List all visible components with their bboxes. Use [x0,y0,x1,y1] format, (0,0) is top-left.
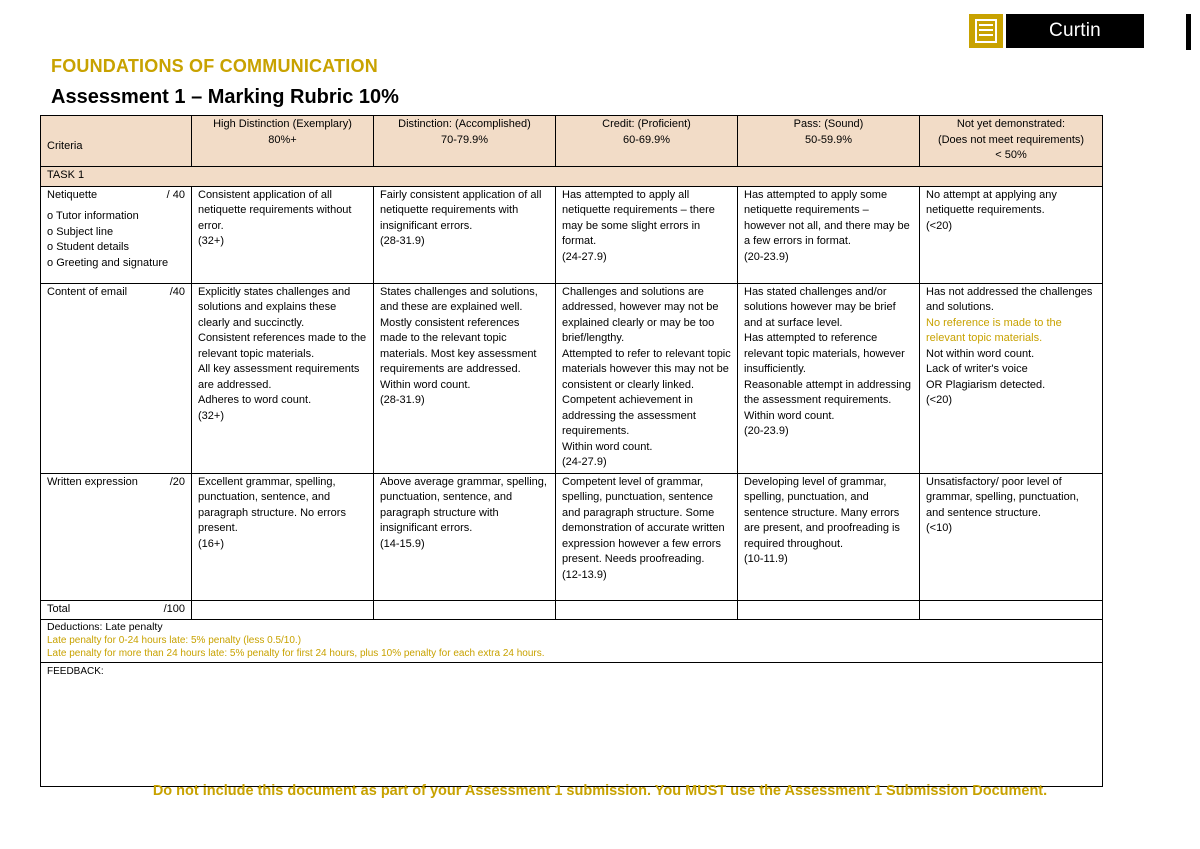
level-range: (Does not meet requirements) [937,133,1085,146]
cell-text: Excellent grammar, spelling, punctuation, sentence, and paragraph structure. No errors present. [198,475,346,534]
rubric-cell [556,473,738,600]
cell-text: Lack of writer's voice [926,363,1028,375]
cell-range: (28-31.9) [380,235,425,247]
rubric-cell [374,473,556,600]
cell-range: (<10) [926,522,952,534]
cell-text: Reasonable attempt in addressing the assessment requirements. [744,378,911,406]
level-name: Pass: (Sound) [793,118,864,130]
cell-range: (14-15.9) [380,537,425,550]
total-empty-cell [192,600,374,620]
task-label: TASK 1 [41,167,1103,187]
rubric-cell [738,186,920,283]
cell-text: Attempted to refer to relevant topic materials however this may not be consistent or clearly linked. Competent achievement in addressing the assessment requirements. [562,347,731,437]
cell-range: (24-27.9) [562,456,607,468]
task-row [41,167,1103,187]
document-title: Assessment 1 – Marking Rubric 10% [51,86,399,108]
cell-range: (28-31.9) [380,394,425,406]
cell-text: Adheres to word count. [198,394,312,406]
cell-range: (24-27.9) [562,250,607,263]
late-penalty-line-2: Late penalty for more than 24 hours late: 5% penalty for first 24 hours, plus 10% penalty for each extra 24 hours. [47,648,545,659]
cell-range: (12-13.9) [562,568,607,581]
rubric-cell [556,186,738,283]
cell-text: Has not addressed the challenges and solutions. [926,285,1093,313]
rubric-cell [920,473,1103,600]
edge-bar [1186,14,1191,50]
header-row [41,116,1103,167]
course-title: FOUNDATIONS OF COMMUNICATION [51,56,378,76]
criterion-bullets [47,209,185,271]
cell-range: (20-23.9) [744,250,789,263]
rubric-cell [374,283,556,473]
total-cell [41,600,192,620]
cell-text: Challenges and solutions are addressed, however may not be explained clearly or may be too brief/lengthy. [562,285,719,344]
feedback-cell [41,663,1103,787]
criterion-cell [41,283,192,473]
cell-text: Within word count. [562,440,653,453]
late-penalty-line-1: Late penalty for 0-24 hours late: 5% penalty (less 0.5/10.) [47,635,302,646]
criterion-cell [41,473,192,600]
criterion-marks: /40 [169,285,185,298]
level-name: High Distinction (Exemplary) [213,118,352,130]
level-header-c [556,116,738,167]
criterion-name: Netiquette [47,188,98,201]
total-marks: /100 [163,602,185,615]
bullet-item: o Student details [47,240,185,256]
cell-text: Unsatisfactory/ poor level of grammar, spelling, punctuation, and sentence structure. [926,475,1079,519]
cell-text: Within word count. [380,378,471,391]
rubric-cell [738,283,920,473]
total-empty-cell [374,600,556,620]
cell-text: OR Plagiarism detected. [926,378,1046,391]
table-row [41,473,1103,600]
table-row [41,186,1103,283]
bullet-item: o Tutor information [47,209,185,225]
cell-text: Has attempted to apply some netiquette requirements – however not all, and there may be a few errors in format. [744,188,910,247]
bullet-item: o Greeting and signature [47,256,185,272]
rubric-cell [192,186,374,283]
cell-text: Developing level of grammar, spelling, punctuation, and sentence structure. Many errors are present, and proofreading is required throughout. [744,475,900,550]
deductions-row [41,620,1103,663]
level-range: 60-69.9% [622,133,671,146]
rubric-cell [374,186,556,283]
total-empty-cell [920,600,1103,620]
cell-text: Mostly consistent references made to the relevant topic materials. Most key assessment requirements are addressed. [380,316,537,375]
cell-text: Competent level of grammar, spelling, punctuation, sentence and paragraph structure. Some demonstration of accurate written expression however a few errors present. Needs proofreading. [562,475,725,565]
cell-text: Not within word count. [926,347,1035,360]
cell-text: Consistent application of all netiquette requirements without error. [198,188,352,232]
table-row [41,283,1103,473]
deductions-cell [41,620,1103,663]
rubric-cell [738,473,920,600]
cell-text: Has attempted to reference relevant topic materials, however insufficiently. [744,332,905,375]
level-name: Credit: (Proficient) [602,118,691,130]
cell-range: (32+) [198,235,224,247]
cell-text: Has stated challenges and/or solutions however may be brief and at surface level. [744,285,896,329]
level-header-nyd [920,116,1103,167]
cell-text: Above average grammar, spelling, punctuation, sentence, and paragraph structure with insignificant errors. [380,475,547,534]
feedback-row [41,663,1103,787]
logo-wordmark: Curtin University [1006,14,1144,48]
cell-text: Has attempted to apply all netiquette requirements – there may be some slight errors in format. [562,188,715,247]
cell-text-highlight: No reference is made to the relevant topic materials. [926,316,1062,344]
deductions-heading: Deductions: Late penalty [47,621,163,633]
bullet-item: o Subject line [47,225,185,241]
cell-range: (16+) [198,537,224,550]
rubric-cell [920,186,1103,283]
total-empty-cell [556,600,738,620]
rubric-cell [192,283,374,473]
crest-icon [969,14,1003,48]
level-name: Not yet demonstrated: [956,118,1066,130]
cell-range: (<20) [926,219,952,232]
level-header-hd [192,116,374,167]
criterion-name: Written expression [47,475,138,488]
cell-range: (10-11.9) [744,553,788,565]
criterion-marks: / 40 [166,188,185,201]
footer-note: Do not include this document as part of your Assessment 1 submission. You MUST use the Assessment 1 Submission Document. [152,783,1048,799]
level-header-d [374,116,556,167]
criteria-header: Criteria [41,116,192,167]
cell-range: (<20) [926,394,952,406]
total-empty-cell [738,600,920,620]
marking-rubric-table [40,115,1103,787]
cell-text: Explicitly states challenges and solutions and explains these clearly and succinctly. [198,285,351,329]
level-range: 80%+ [268,133,297,146]
criterion-cell [41,186,192,283]
cell-text: Within word count. [744,409,835,422]
cell-text: All key assessment requirements are addressed. [198,363,360,391]
level-extra: < 50% [995,149,1027,161]
criterion-marks: /20 [169,475,185,488]
rubric-cell [920,283,1103,473]
cell-text: States challenges and solutions, and these are explained well. [380,285,538,313]
cell-text: No attempt at applying any netiquette requirements. [926,188,1057,216]
cell-text: Fairly consistent application of all netiquette requirements with insignificant errors. [380,188,542,232]
total-row [41,600,1103,620]
cell-range: (20-23.9) [744,425,789,437]
curtin-logo [969,14,1179,75]
rubric-cell [556,283,738,473]
cell-text: Consistent references made to the relevant topic materials. [198,332,367,360]
feedback-label: FEEDBACK: [47,666,104,677]
total-label: Total [47,602,71,615]
level-range: 50-59.9% [804,133,853,146]
level-header-p [738,116,920,167]
rubric-cell [192,473,374,600]
cell-range: (32+) [198,409,224,422]
level-range: 70-79.9% [440,133,489,146]
criterion-name: Content of email [47,285,128,298]
level-name: Distinction: (Accomplished) [398,118,531,130]
